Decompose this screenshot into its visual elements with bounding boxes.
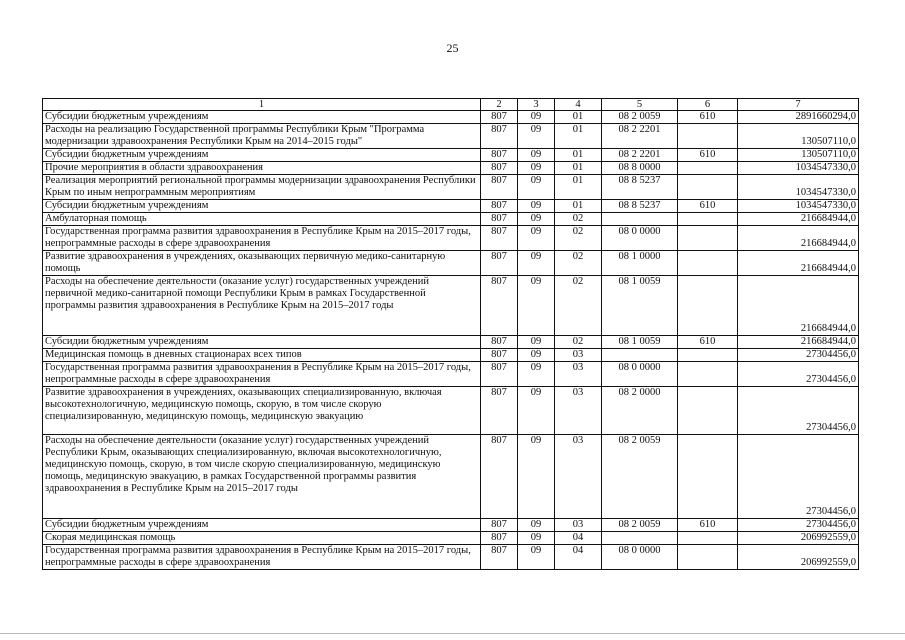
row-target-article-cell: 08 8 5237 — [602, 200, 678, 213]
row-amount-cell: 1034547330,0 — [738, 200, 859, 213]
row-amount-cell: 2891660294,0 — [738, 111, 859, 124]
row-section-cell: 09 — [518, 124, 555, 149]
table-header-row — [43, 99, 859, 111]
row-name-cell: Расходы на обеспечение деятельности (оказание услуг) государственных учреждений первичной медико-санитарной помощи Республики Крым в рамках Государственной программы развития здравоохранения в Республике Крым на 2015–2017 годы — [43, 276, 481, 336]
row-amount-cell: 216684944,0 — [738, 213, 859, 226]
row-name-cell: Развитие здравоохранения в учреждениях, оказывающих первичную медико-санитарную помощь — [43, 251, 481, 276]
page-number: 25 — [446, 41, 459, 55]
row-subsection-cell: 04 — [555, 545, 602, 570]
row-section-cell: 09 — [518, 149, 555, 162]
table-row — [43, 336, 859, 349]
row-target-article-cell: 08 1 0059 — [602, 276, 678, 336]
row-grbs-cell: 807 — [481, 200, 518, 213]
row-target-article-cell: 08 1 0000 — [602, 251, 678, 276]
row-target-article-cell: 08 8 5237 — [602, 175, 678, 200]
row-name-cell: Субсидии бюджетным учреждениям — [43, 149, 481, 162]
row-target-article-cell: 08 0 0000 — [602, 362, 678, 387]
row-target-article-cell: 08 1 0059 — [602, 336, 678, 349]
row-expense-type-cell — [678, 226, 738, 251]
row-target-article-cell: 08 0 0000 — [602, 545, 678, 570]
row-target-article-cell: 08 2 0059 — [602, 111, 678, 124]
row-target-article-cell — [602, 532, 678, 545]
table-row — [43, 213, 859, 226]
row-name-cell: Субсидии бюджетным учреждениям — [43, 200, 481, 213]
header-cell: 4 — [555, 99, 602, 111]
row-name-cell: Субсидии бюджетным учреждениям — [43, 519, 481, 532]
row-name-cell: Расходы на обеспечение деятельности (оказание услуг) государственных учреждений Республики Крым, оказывающих специализированную, включая высокотехнологичную, медицинскую помощь, скорую, в том числе скорую специализированную, медицинскую помощь, медицинскую эвакуацию, в рамках Государственной программы развития здравоохранения в Республике Крым на 2015–2017 годы — [43, 435, 481, 519]
row-section-cell: 09 — [518, 276, 555, 336]
row-grbs-cell: 807 — [481, 519, 518, 532]
row-section-cell: 09 — [518, 175, 555, 200]
row-name-cell: Прочие мероприятия в области здравоохранения — [43, 162, 481, 175]
row-amount-cell: 27304456,0 — [738, 349, 859, 362]
row-section-cell: 09 — [518, 251, 555, 276]
row-amount-cell: 130507110,0 — [738, 149, 859, 162]
row-expense-type-cell — [678, 124, 738, 149]
row-grbs-cell: 807 — [481, 532, 518, 545]
row-expense-type-cell: 610 — [678, 111, 738, 124]
table-row — [43, 362, 859, 387]
row-section-cell: 09 — [518, 387, 555, 435]
row-subsection-cell: 03 — [555, 387, 602, 435]
header-cell: 6 — [678, 99, 738, 111]
row-amount-cell: 27304456,0 — [738, 362, 859, 387]
row-grbs-cell: 807 — [481, 111, 518, 124]
row-subsection-cell: 01 — [555, 149, 602, 162]
table-row — [43, 276, 859, 336]
row-section-cell: 09 — [518, 545, 555, 570]
header-cell: 2 — [481, 99, 518, 111]
row-grbs-cell: 807 — [481, 349, 518, 362]
table-row — [43, 251, 859, 276]
row-subsection-cell: 02 — [555, 213, 602, 226]
table-row — [43, 519, 859, 532]
row-name-cell: Государственная программа развития здравоохранения в Республике Крым на 2015–2017 годы, непрограммные расходы в сфере здравоохранения — [43, 226, 481, 251]
row-expense-type-cell — [678, 251, 738, 276]
table-row — [43, 387, 859, 435]
row-grbs-cell: 807 — [481, 175, 518, 200]
row-grbs-cell: 807 — [481, 162, 518, 175]
row-section-cell: 09 — [518, 349, 555, 362]
table-row — [43, 349, 859, 362]
row-expense-type-cell: 610 — [678, 336, 738, 349]
row-subsection-cell: 02 — [555, 226, 602, 251]
row-grbs-cell: 807 — [481, 387, 518, 435]
table-row — [43, 545, 859, 570]
row-amount-cell: 130507110,0 — [738, 124, 859, 149]
table-row — [43, 532, 859, 545]
row-name-cell: Субсидии бюджетным учреждениям — [43, 336, 481, 349]
row-section-cell: 09 — [518, 111, 555, 124]
row-amount-cell: 1034547330,0 — [738, 162, 859, 175]
row-target-article-cell: 08 0 0000 — [602, 226, 678, 251]
row-subsection-cell: 02 — [555, 251, 602, 276]
row-grbs-cell: 807 — [481, 435, 518, 519]
row-amount-cell: 206992559,0 — [738, 545, 859, 570]
row-section-cell: 09 — [518, 200, 555, 213]
table-row — [43, 162, 859, 175]
row-expense-type-cell — [678, 435, 738, 519]
row-amount-cell: 27304456,0 — [738, 435, 859, 519]
row-section-cell: 09 — [518, 532, 555, 545]
row-name-cell: Медицинская помощь в дневных стационарах всех типов — [43, 349, 481, 362]
row-name-cell: Амбулаторная помощь — [43, 213, 481, 226]
row-grbs-cell: 807 — [481, 362, 518, 387]
row-target-article-cell: 08 2 0059 — [602, 435, 678, 519]
table-row — [43, 226, 859, 251]
row-name-cell: Расходы на реализацию Государственной программы Республики Крым "Программа модернизации здравоохранения Республики Крым на 2014–2015 годы" — [43, 124, 481, 149]
row-subsection-cell: 03 — [555, 349, 602, 362]
row-grbs-cell: 807 — [481, 226, 518, 251]
row-section-cell: 09 — [518, 336, 555, 349]
row-amount-cell: 216684944,0 — [738, 276, 859, 336]
row-expense-type-cell — [678, 213, 738, 226]
row-section-cell: 09 — [518, 519, 555, 532]
row-grbs-cell: 807 — [481, 213, 518, 226]
row-name-cell: Государственная программа развития здравоохранения в Республике Крым на 2015–2017 годы, непрограммные расходы в сфере здравоохранения — [43, 545, 481, 570]
row-target-article-cell — [602, 213, 678, 226]
row-grbs-cell: 807 — [481, 251, 518, 276]
row-subsection-cell: 02 — [555, 336, 602, 349]
row-grbs-cell: 807 — [481, 276, 518, 336]
row-section-cell: 09 — [518, 435, 555, 519]
row-subsection-cell: 03 — [555, 362, 602, 387]
row-expense-type-cell — [678, 362, 738, 387]
row-amount-cell: 216684944,0 — [738, 251, 859, 276]
row-expense-type-cell — [678, 545, 738, 570]
row-subsection-cell: 04 — [555, 532, 602, 545]
row-target-article-cell: 08 2 0059 — [602, 519, 678, 532]
row-subsection-cell: 01 — [555, 124, 602, 149]
row-amount-cell: 1034547330,0 — [738, 175, 859, 200]
row-expense-type-cell: 610 — [678, 149, 738, 162]
row-section-cell: 09 — [518, 213, 555, 226]
row-subsection-cell: 03 — [555, 519, 602, 532]
row-subsection-cell: 01 — [555, 200, 602, 213]
row-target-article-cell: 08 2 2201 — [602, 149, 678, 162]
row-grbs-cell: 807 — [481, 336, 518, 349]
scan-edge-divider — [0, 633, 905, 634]
header-cell: 1 — [43, 99, 481, 111]
table-row — [43, 149, 859, 162]
table-row — [43, 124, 859, 149]
table-row — [43, 175, 859, 200]
row-amount-cell: 27304456,0 — [738, 387, 859, 435]
row-grbs-cell: 807 — [481, 545, 518, 570]
row-amount-cell: 216684944,0 — [738, 336, 859, 349]
row-grbs-cell: 807 — [481, 124, 518, 149]
row-expense-type-cell — [678, 276, 738, 336]
header-cell: 7 — [738, 99, 859, 111]
row-expense-type-cell — [678, 532, 738, 545]
row-grbs-cell: 807 — [481, 149, 518, 162]
row-subsection-cell: 01 — [555, 175, 602, 200]
row-expense-type-cell — [678, 162, 738, 175]
row-name-cell: Развитие здравоохранения в учреждениях, оказывающих специализированную, включая высокотехнологичную, медицинскую помощь, скорую, в том числе скорую специализированную, медицинскую помощь, медицинскую эвакуацию — [43, 387, 481, 435]
table-row — [43, 200, 859, 213]
row-expense-type-cell — [678, 175, 738, 200]
row-expense-type-cell: 610 — [678, 519, 738, 532]
row-amount-cell: 206992559,0 — [738, 532, 859, 545]
row-target-article-cell: 08 8 0000 — [602, 162, 678, 175]
row-expense-type-cell — [678, 387, 738, 435]
row-name-cell: Субсидии бюджетным учреждениям — [43, 111, 481, 124]
row-subsection-cell: 03 — [555, 435, 602, 519]
budget-table — [42, 98, 859, 570]
row-target-article-cell: 08 2 2201 — [602, 124, 678, 149]
row-target-article-cell — [602, 349, 678, 362]
row-section-cell: 09 — [518, 162, 555, 175]
row-subsection-cell: 01 — [555, 111, 602, 124]
row-amount-cell: 27304456,0 — [738, 519, 859, 532]
row-section-cell: 09 — [518, 226, 555, 251]
row-name-cell: Государственная программа развития здравоохранения в Республике Крым на 2015–2017 годы, непрограммные расходы в сфере здравоохранения — [43, 362, 481, 387]
header-cell: 5 — [602, 99, 678, 111]
row-expense-type-cell — [678, 349, 738, 362]
row-amount-cell: 216684944,0 — [738, 226, 859, 251]
table-row — [43, 111, 859, 124]
table-row — [43, 435, 859, 519]
row-subsection-cell: 02 — [555, 276, 602, 336]
row-name-cell: Реализация мероприятий региональной программы модернизации здравоохранения Республики Крым по иным непрограммным мероприятиям — [43, 175, 481, 200]
row-expense-type-cell: 610 — [678, 200, 738, 213]
row-subsection-cell: 01 — [555, 162, 602, 175]
row-section-cell: 09 — [518, 362, 555, 387]
row-name-cell: Скорая медицинская помощь — [43, 532, 481, 545]
row-target-article-cell: 08 2 0000 — [602, 387, 678, 435]
header-cell: 3 — [518, 99, 555, 111]
